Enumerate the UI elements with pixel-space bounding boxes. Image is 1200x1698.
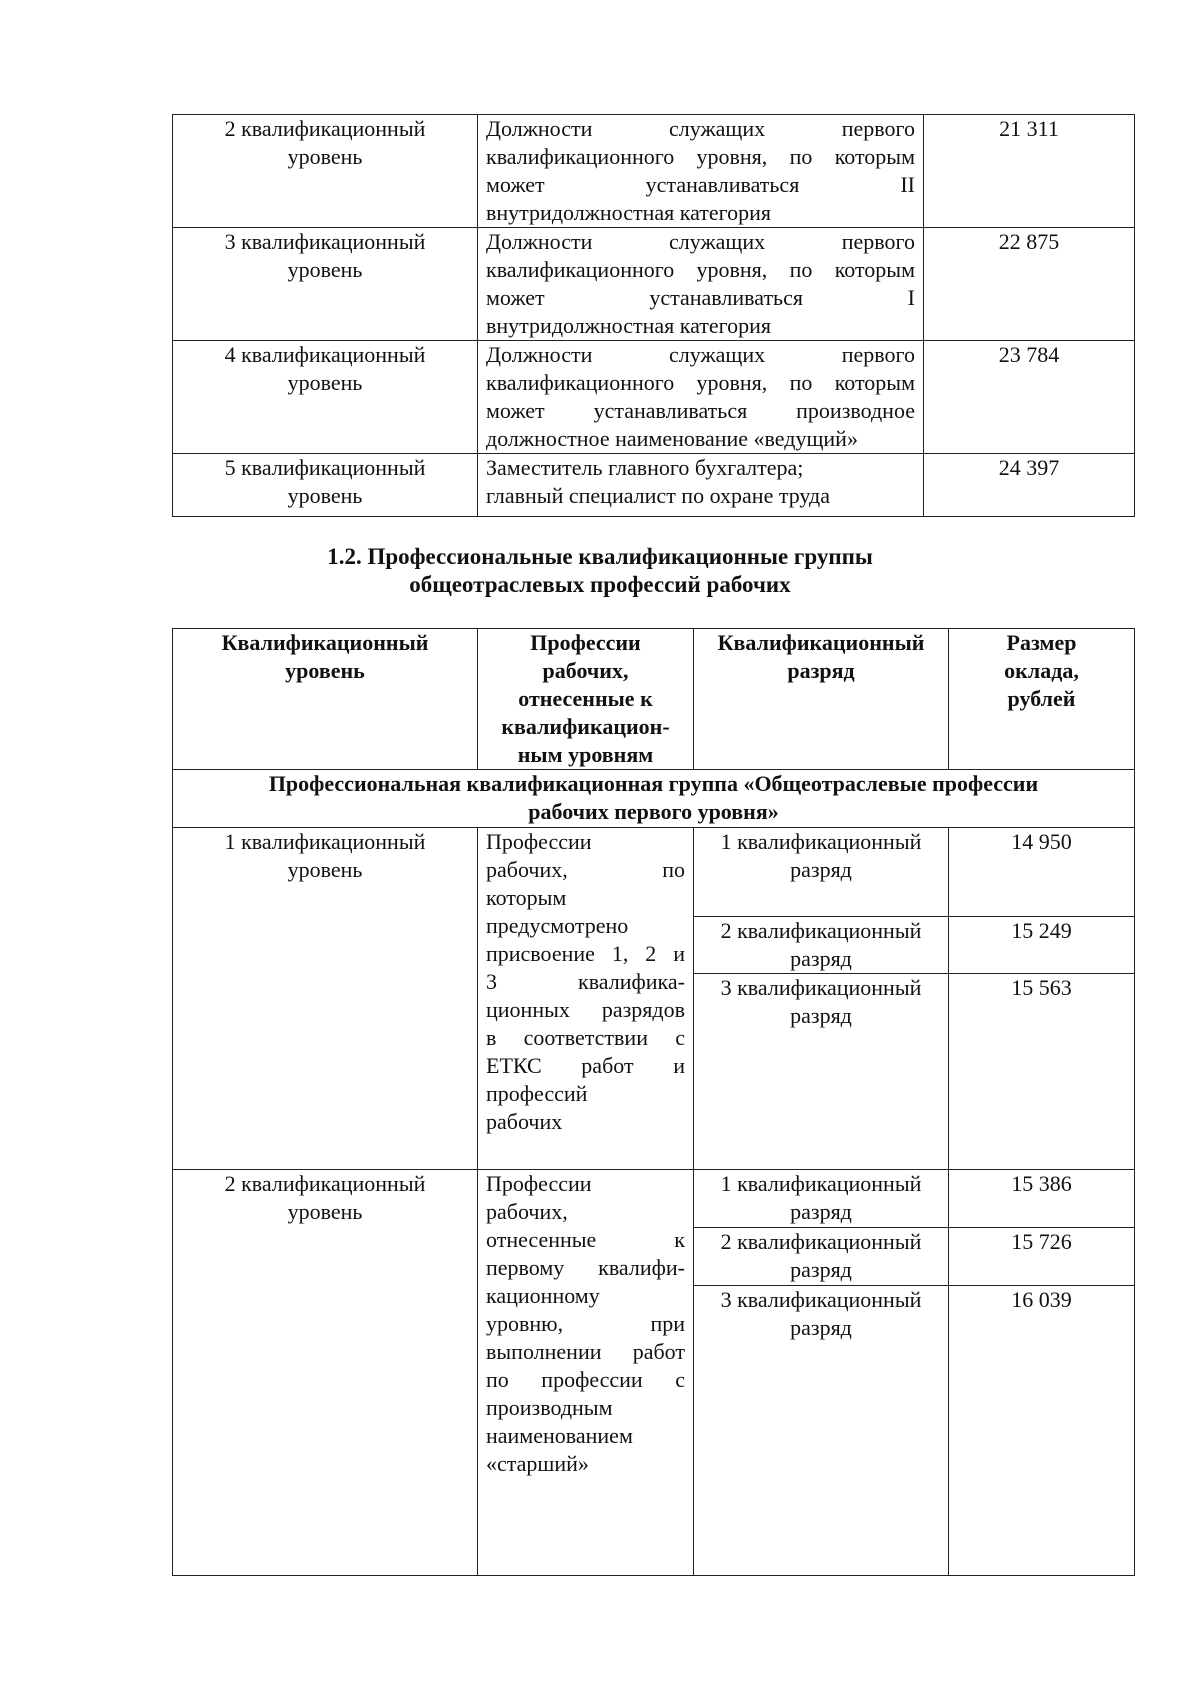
header-level: Квалификационный уровень bbox=[173, 629, 478, 770]
header-professions: Профессии рабочих, отнесенные к квалификацион- ным уровням bbox=[478, 629, 694, 770]
table-row bbox=[173, 454, 1135, 517]
level-cell: 2 квалификационный уровень bbox=[173, 115, 478, 228]
level-cell: 4 квалификационный уровень bbox=[173, 341, 478, 454]
salary-value: 15 563 bbox=[1011, 975, 1072, 1000]
salary-value: 16 039 bbox=[1011, 1287, 1072, 1312]
salary-cell: 22 875 bbox=[924, 228, 1135, 341]
grade-cell bbox=[694, 828, 949, 1170]
header-grade: Квалификационный разряд bbox=[694, 629, 949, 770]
description-cell: Должности служащих первого квалификационного уровня, по которым может устанавливаться I внутридолжностная категория bbox=[478, 228, 924, 341]
table-row bbox=[173, 228, 1135, 341]
description-cell: Профессии рабочих, по которым предусмотрено присвоение 1, 2 и 3 квалифика- ционных разрядов в соответствии с ЕТКС работ и профессий рабочих bbox=[478, 828, 694, 1170]
salary-value: 15 249 bbox=[949, 917, 1134, 974]
table-row bbox=[173, 115, 1135, 228]
salary-value: 14 950 bbox=[949, 828, 1134, 917]
description-cell: Должности служащих первого квалификационного уровня, по которым может устанавливаться производное должностное наименование «ведущий» bbox=[478, 341, 924, 454]
group-row bbox=[173, 770, 1135, 828]
salary-cell bbox=[949, 1170, 1135, 1576]
section-title-line: общеотраслевых профессий рабочих bbox=[409, 572, 791, 597]
grade-item: 1 квалификационный разряд bbox=[694, 828, 948, 917]
header-salary: Размер оклада, рублей bbox=[949, 629, 1135, 770]
salary-cell bbox=[949, 828, 1135, 1170]
salary-value: 15 386 bbox=[949, 1170, 1134, 1228]
salary-cell: 24 397 bbox=[924, 454, 1135, 517]
salary-cell: 21 311 bbox=[924, 115, 1135, 228]
salary-cell: 23 784 bbox=[924, 341, 1135, 454]
description-cell: Должности служащих первого квалификационного уровня, по которым может устанавливаться II внутридолжностная категория bbox=[478, 115, 924, 228]
grade-item: 2 квалификационный разряд bbox=[694, 1228, 948, 1286]
grade-item: 2 квалификационный разряд bbox=[694, 917, 948, 974]
section-title bbox=[0, 543, 1200, 599]
grade-cell bbox=[694, 1170, 949, 1576]
header-row bbox=[173, 629, 1135, 770]
table-row bbox=[173, 341, 1135, 454]
level-cell: 1 квалификационный уровень bbox=[173, 828, 478, 1170]
salary-value: 15 726 bbox=[949, 1228, 1134, 1286]
grade-item: 3 квалификационный разряд bbox=[720, 1287, 922, 1340]
table-row bbox=[173, 828, 1135, 1170]
grade-item: 1 квалификационный разряд bbox=[694, 1170, 948, 1228]
grade-item: 3 квалификационный разряд bbox=[720, 975, 922, 1028]
salary-table-servants bbox=[172, 114, 1135, 517]
level-cell: 5 квалификационный уровень bbox=[173, 454, 478, 517]
salary-table-workers bbox=[172, 628, 1135, 1576]
level-cell: 3 квалификационный уровень bbox=[173, 228, 478, 341]
table-row bbox=[173, 1170, 1135, 1576]
description-cell: Заместитель главного бухгалтера; главный специалист по охране труда bbox=[478, 454, 924, 517]
level-cell: 2 квалификационный уровень bbox=[173, 1170, 478, 1576]
description-cell: Профессии рабочих, отнесенные к первому квалифи- кационному уровню, при выполнении работ по профессии с производным наименованием «старший» bbox=[478, 1170, 694, 1576]
section-title-line: 1.2. Профессиональные квалификационные группы bbox=[327, 544, 873, 569]
group-title: Профессиональная квалификационная группа «Общеотраслевые профессии рабочих первого уровня» bbox=[173, 770, 1135, 828]
